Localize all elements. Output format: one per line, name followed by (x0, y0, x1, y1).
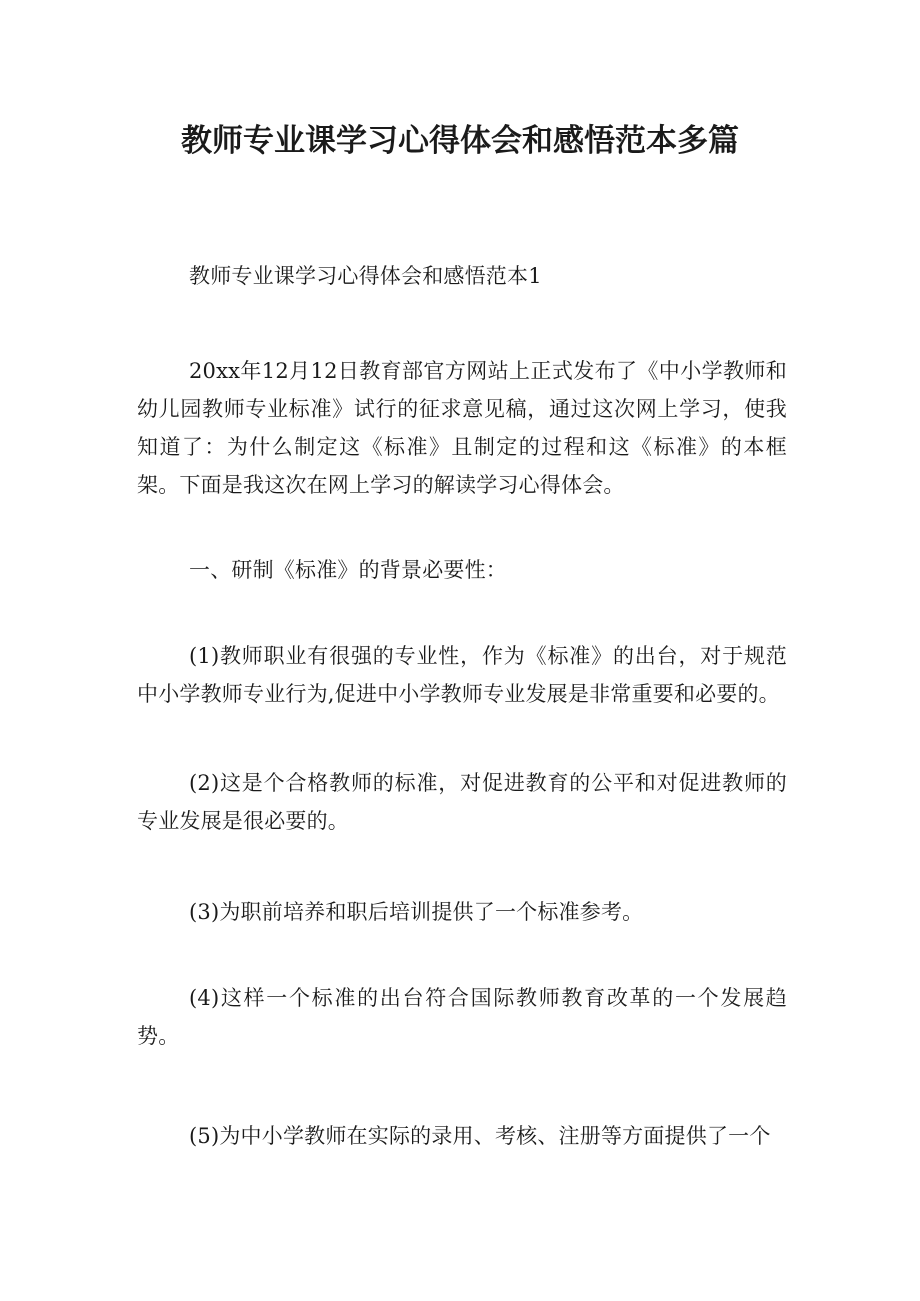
point-2-paragraph: (2)这是个合格教师的标准，对促进教育的公平和对促进教师的专业发展是很必要的。 (137, 771, 787, 833)
point-1-paragraph: (1)教师职业有很强的专业性，作为《标准》的出台，对于规范中小学教师专业行为,促进中小学教师专业发展是非常重要和必要的。 (137, 644, 787, 706)
background-heading: 一、研制《标准》的背景必要性： (189, 558, 507, 582)
section-heading-1: 教师专业课学习心得体会和感悟范本1 (189, 264, 542, 288)
point-3-paragraph: (3)为职前培养和职后培训提供了一个标准参考。 (189, 900, 644, 924)
point-5-paragraph: (5)为中小学教师在实际的录用、考核、注册等方面提供了一个 (189, 1124, 771, 1148)
intro-paragraph: 20xx年12月12日教育部官方网站上正式发布了《中小学教师和幼儿园教师专业标准》试行的征求意见稿，通过这次网上学习，使我知道了：为什么制定这《标准》且制定的过程和这《标准》的本框架。下面是我这次在网上学习的解读学习心得体会。 (137, 359, 787, 497)
point-4-paragraph: (4)这样一个标准的出台符合国际教师教育改革的一个发展趋势。 (137, 986, 787, 1048)
document-title: 教师专业课学习心得体会和感悟范本多篇 (181, 123, 739, 159)
